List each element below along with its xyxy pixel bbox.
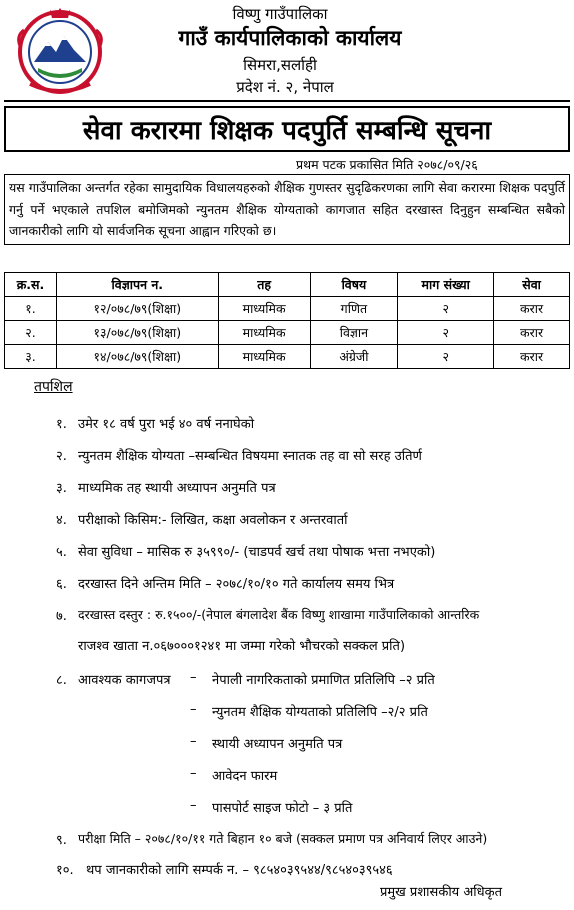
list-item-exam-date: परीक्षा मिति – २०७८/१०/११ गते बिहान १० बजे (सक्कल प्रमाण पत्र अनिवार्य लिएर आउने) bbox=[78, 831, 488, 846]
doc-item-license: स्थायी अध्यापन अनुमति पत्र bbox=[212, 737, 343, 752]
col-header-ad-no: विज्ञापन न. bbox=[56, 273, 218, 297]
cell-subject: गणित bbox=[310, 297, 398, 321]
cell-sn: २. bbox=[5, 321, 57, 345]
province-line: प्रदेश नं. २, नेपाल bbox=[236, 78, 334, 96]
cell-level: माध्यमिक bbox=[218, 321, 310, 345]
item-number: ९. bbox=[56, 833, 67, 848]
doc-item-citizenship: नेपाली नागरिकताको प्रमाणित प्रतिलिपि –२ प्रति bbox=[212, 673, 435, 688]
list-item-qualification: न्युनतम शैक्षिक योग्यता –सम्बन्धित विषयमा स्नातक तह वा सो सरह उतिर्ण bbox=[78, 449, 422, 464]
municipality-name: विष्णु गाउँपालिका bbox=[232, 5, 328, 23]
vacancy-table bbox=[4, 272, 570, 369]
item-number: १०. bbox=[56, 863, 74, 878]
cell-ad-no: १४/०७८/७९(शिक्षा) bbox=[56, 345, 218, 369]
publish-date: प्रथम पटक प्रकासित मिति २०७८/०९/२६ bbox=[296, 157, 478, 172]
doc-dash: – bbox=[190, 798, 197, 813]
item-number: ७. bbox=[56, 609, 67, 624]
item-number: ३. bbox=[56, 481, 67, 496]
notice-title: सेवा करारमा शिक्षक पदपुर्ति सम्बन्धि सूचना bbox=[4, 106, 570, 152]
intro-paragraph: यस गाउँपालिका अन्तर्गत रहेका सामुदायिक विधालयहरुको शैक्षिक गुणस्तर सुदृढिकरणका लागि सेवा करारमा शिक्षक पदपुर्ति गर्नु पर्ने भएकाले तपशिल बमोजिमको न्युनतम शैक्षिक योग्यताको कागजात सहित दरखास्त दिनुहुन सम्बन्धित सबैको जानकारीको लागि यो सार्वजनिक सूचना आह्वान गरिएको छ। bbox=[4, 174, 570, 245]
cell-service: करार bbox=[494, 297, 570, 321]
item-number: ५. bbox=[56, 545, 67, 560]
list-item-contact: थप जानकारीको लागि सम्पर्क न. – ९८५४०३९५४४/९८५४०३९५४६ bbox=[86, 863, 393, 878]
cell-demand: २ bbox=[398, 345, 494, 369]
table-row bbox=[5, 297, 570, 321]
cell-subject: अंग्रेजी bbox=[310, 345, 398, 369]
item-number: ४. bbox=[56, 513, 67, 528]
list-item-deadline: दरखास्त दिने अन्तिम मिति – २०७८/१०/१० गते कार्यालय समय भित्र bbox=[78, 577, 395, 592]
doc-item-certificate: न्युनतम शैक्षिक योग्यताको प्रतिलिपि –२/२ प्रति bbox=[212, 705, 428, 720]
cell-level: माध्यमिक bbox=[218, 345, 310, 369]
item-number: ६. bbox=[56, 577, 67, 592]
list-item-fee-continued: राजश्व खाता न.०६७०००१२४१ मा जम्मा गरेको भौचरको सक्कल प्रति) bbox=[78, 639, 406, 654]
doc-item-photo: पासपोर्ट साइज फोटो – ३ प्रति bbox=[212, 801, 353, 816]
cell-sn: १. bbox=[5, 297, 57, 321]
col-header-sn: क्र.स. bbox=[5, 273, 57, 297]
list-item-exam-type: परीक्षाको किसिम:- लिखित, कक्षा अवलोकन र अन्तरवार्ता bbox=[78, 513, 348, 528]
cell-level: माध्यमिक bbox=[218, 297, 310, 321]
cell-ad-no: १२/०७८/७९(शिक्षा) bbox=[56, 297, 218, 321]
cell-ad-no: १३/०७८/७९(शिक्षा) bbox=[56, 321, 218, 345]
item-number: २. bbox=[56, 449, 67, 464]
doc-item-application: आवेदन फारम bbox=[212, 769, 278, 784]
doc-dash: – bbox=[190, 670, 197, 685]
col-header-level: तह bbox=[218, 273, 310, 297]
nepal-government-emblem-icon bbox=[12, 6, 108, 96]
table-row bbox=[5, 321, 570, 345]
list-item-age: उमेर १८ वर्ष पुरा भई ४० वर्ष ननाघेको bbox=[78, 417, 255, 432]
cell-subject: विज्ञान bbox=[310, 321, 398, 345]
list-item-documents: आवश्यक कागजपत्र bbox=[78, 673, 171, 688]
cell-demand: २ bbox=[398, 297, 494, 321]
list-item-salary: सेवा सुविधा – मासिक रु ३५९९०/- (चाडपर्व खर्च तथा पोषाक भत्ता नभएको) bbox=[78, 545, 436, 560]
signature-title: प्रमुख प्रशासकीय अधिकृत bbox=[380, 885, 503, 900]
item-number: १. bbox=[56, 417, 67, 432]
doc-dash: – bbox=[190, 702, 197, 717]
item-number: ८. bbox=[56, 673, 67, 688]
doc-dash: – bbox=[190, 734, 197, 749]
list-item-fee: दरखास्त दस्तुर : रु.१५००/-(नेपाल बंगलादेश बैंक विष्णु शाखामा गाउँपालिकाको आन्तरिक bbox=[78, 607, 480, 622]
cell-demand: २ bbox=[398, 321, 494, 345]
list-item-license: माध्यमिक तह स्थायी अध्यापन अनुमति पत्र bbox=[78, 481, 276, 496]
header-divider bbox=[4, 100, 570, 102]
cell-service: करार bbox=[494, 345, 570, 369]
cell-service: करार bbox=[494, 321, 570, 345]
office-name: गाउँ कार्यपालिकाको कार्यालय bbox=[178, 26, 402, 50]
tapsil-heading: तपशिल bbox=[34, 379, 73, 395]
doc-dash: – bbox=[190, 766, 197, 781]
office-address: सिमरा,सर्लाही bbox=[243, 56, 317, 74]
cell-sn: ३. bbox=[5, 345, 57, 369]
table-header-row bbox=[5, 273, 570, 297]
col-header-demand: माग संख्या bbox=[398, 273, 494, 297]
table-row bbox=[5, 345, 570, 369]
col-header-service: सेवा bbox=[494, 273, 570, 297]
col-header-subject: विषय bbox=[310, 273, 398, 297]
